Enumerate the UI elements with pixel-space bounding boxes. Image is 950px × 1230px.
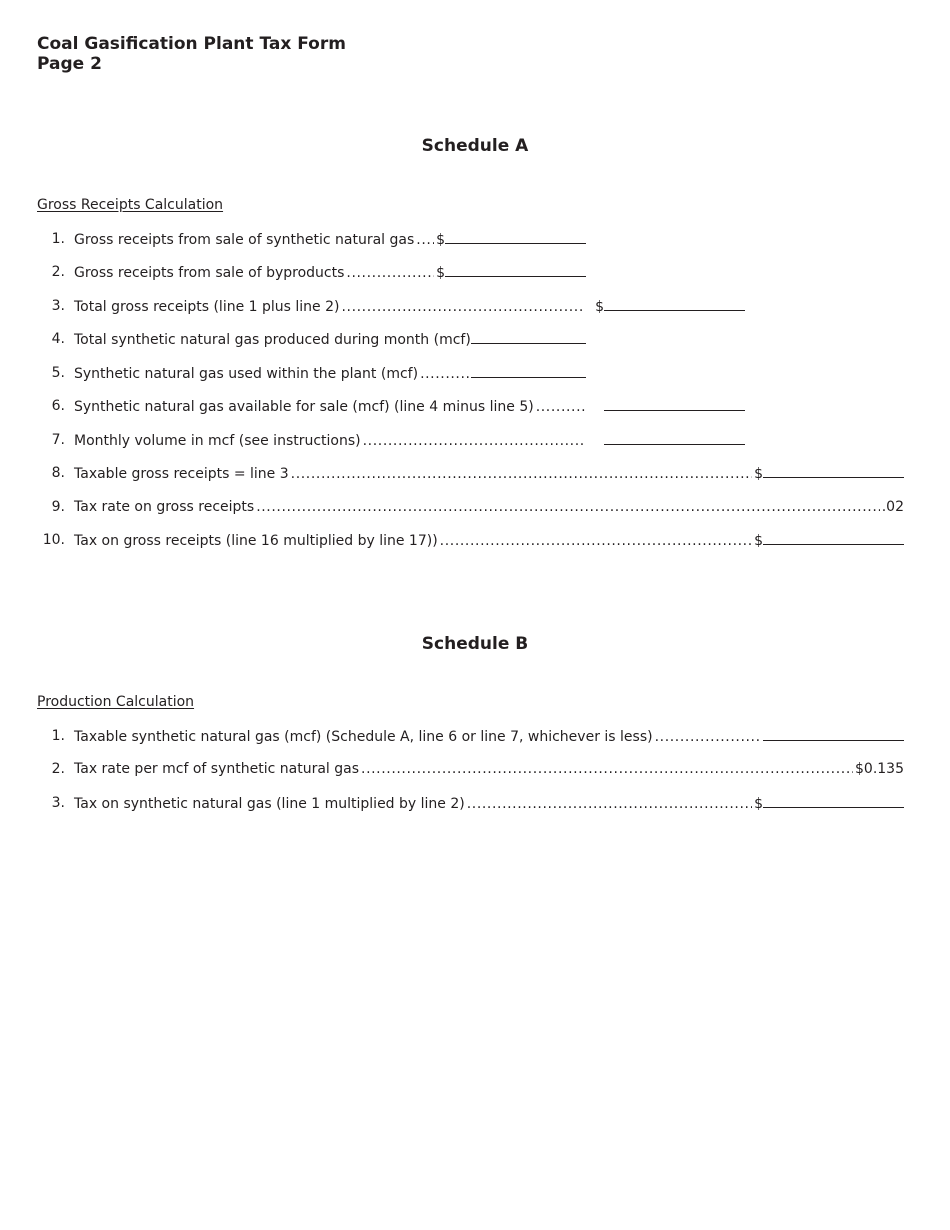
- schedule-a-line-2: [37, 262, 597, 282]
- schedule-a-line-6: [37, 396, 757, 416]
- dot-leader: [416, 230, 434, 250]
- gross-receipts-byproducts-field[interactable]: [445, 262, 586, 277]
- dot-leader: [467, 794, 752, 814]
- line-number: 3.: [51, 298, 65, 314]
- tax-on-sng-field[interactable]: [763, 793, 904, 808]
- line-label: Tax on synthetic natural gas (line 1 multiplied by line 2): [74, 796, 465, 812]
- tax-on-gross-receipts-field[interactable]: [763, 530, 904, 545]
- schedule-a-line-10: [37, 530, 917, 550]
- tax-rate-value: .02: [881, 499, 904, 515]
- line-number: 1.: [51, 728, 65, 744]
- line-label: Taxable gross receipts = line 3: [74, 466, 289, 482]
- line-number: 3.: [51, 795, 65, 811]
- production-calculation-heading: Production Calculation: [37, 694, 195, 710]
- schedule-a-line-3: [37, 296, 757, 316]
- gross-receipts-heading: Gross Receipts Calculation: [37, 197, 224, 213]
- total-sng-produced-field[interactable]: [471, 329, 586, 344]
- page-header: [37, 34, 346, 74]
- dot-leader: [363, 431, 586, 451]
- schedule-a-line-9: [37, 497, 917, 517]
- monthly-volume-field[interactable]: [604, 430, 745, 445]
- line-label: Taxable synthetic natural gas (mcf) (Schedule A, line 6 or line 7, whichever is less): [74, 729, 653, 745]
- sng-available-for-sale-field[interactable]: [604, 396, 745, 411]
- page-number: Page 2: [37, 54, 102, 74]
- line-number: 2.: [51, 264, 65, 280]
- dot-leader: [256, 497, 880, 517]
- line-number: 5.: [51, 365, 65, 381]
- schedule-a-title: Schedule A: [421, 136, 529, 156]
- dollar-sign: $: [754, 796, 763, 812]
- dollar-sign: $: [754, 533, 763, 549]
- line-label: Total synthetic natural gas produced during month (mcf): [74, 332, 471, 348]
- line-label: Synthetic natural gas used within the plant (mcf): [74, 366, 419, 382]
- schedule-a-line-5: [37, 363, 597, 383]
- line-label: Tax rate on gross receipts: [74, 499, 255, 515]
- line-number: 6.: [51, 398, 65, 414]
- line-label: Total gross receipts (line 1 plus line 2): [74, 299, 340, 315]
- line-label: Monthly volume in mcf (see instructions): [74, 433, 361, 449]
- schedule-a-line-8: [37, 463, 917, 483]
- dollar-sign: $: [436, 232, 445, 248]
- dot-leader: [341, 297, 585, 317]
- dot-leader: [420, 364, 469, 384]
- line-label: Tax on gross receipts (line 16 multiplied by line 17)): [74, 533, 438, 549]
- taxable-gross-receipts-field[interactable]: [763, 463, 904, 478]
- line-number: 9.: [51, 499, 65, 515]
- line-label: Synthetic natural gas available for sale (mcf) (line 4 minus line 5): [74, 399, 534, 415]
- schedule-a-line-4: [37, 329, 597, 349]
- tax-rate-per-mcf-value: $0.135: [855, 761, 904, 777]
- schedule-a-line-7: [37, 430, 757, 450]
- dot-leader: [536, 397, 586, 417]
- line-number: 4.: [51, 331, 65, 347]
- gross-receipts-sng-field[interactable]: [445, 229, 586, 244]
- dot-leader: [361, 759, 853, 779]
- line-label: Gross receipts from sale of byproducts: [74, 265, 345, 281]
- dollar-sign: $: [595, 299, 604, 315]
- taxable-sng-field[interactable]: [763, 726, 904, 741]
- schedule-b-title: Schedule B: [421, 634, 529, 654]
- line-label: Tax rate per mcf of synthetic natural gas: [74, 761, 360, 777]
- line-label: Gross receipts from sale of synthetic natural gas: [74, 232, 415, 248]
- schedule-b-line-3: [37, 793, 917, 813]
- dot-leader: [346, 263, 434, 283]
- dot-leader: [655, 727, 761, 747]
- line-number: 1.: [51, 231, 65, 247]
- line-number: 2.: [51, 761, 65, 777]
- form-title: Coal Gasification Plant Tax Form: [37, 34, 346, 54]
- sng-used-in-plant-field[interactable]: [471, 363, 586, 378]
- line-number: 8.: [51, 465, 65, 481]
- dollar-sign: $: [436, 265, 445, 281]
- total-gross-receipts-field[interactable]: [604, 296, 745, 311]
- line-number: 7.: [51, 432, 65, 448]
- dollar-sign: $: [754, 466, 763, 482]
- schedule-b-line-1: [37, 726, 917, 746]
- dot-leader: [291, 464, 752, 484]
- schedule-b-line-2: [37, 759, 917, 779]
- schedule-a-line-1: [37, 229, 597, 249]
- dot-leader: [440, 531, 752, 551]
- line-number: 10.: [42, 532, 65, 548]
